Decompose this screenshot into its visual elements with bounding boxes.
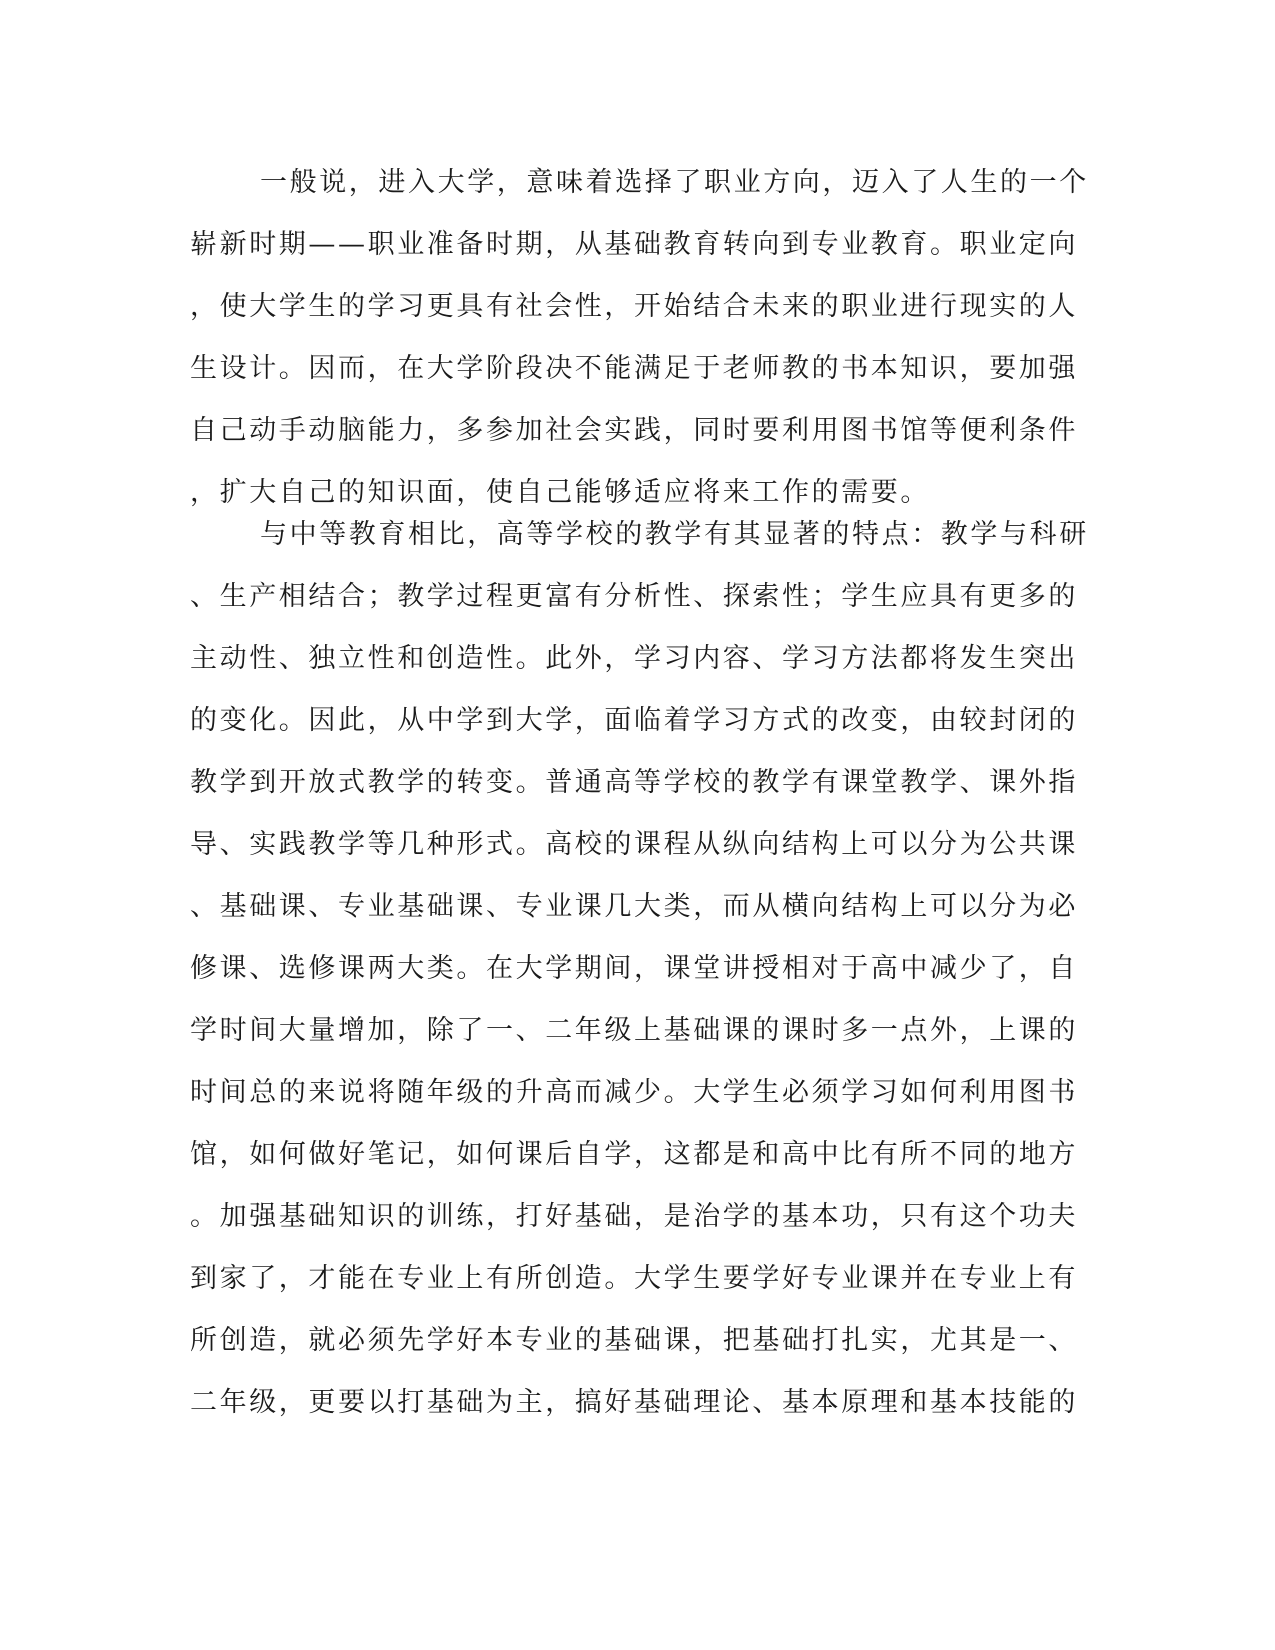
paragraph-line: 、基础课、专业基础课、专业课几大类，而从横向结构上可以分为必 <box>190 891 1078 922</box>
paragraph-line: 学时间大量增加，除了一、二年级上基础课的课时多一点外，上课的 <box>190 1015 1078 1046</box>
paragraph-line: 所创造，就必须先学好本专业的基础课，把基础打扎实，尤其是一、 <box>190 1325 1078 1356</box>
paragraph-2 <box>190 504 1089 1434</box>
paragraph-line: 自己动手动脑能力，多参加社会实践，同时要利用图书馆等便利条件 <box>190 415 1078 446</box>
paragraph-1 <box>190 152 1089 524</box>
paragraph-line: 教学到开放式教学的转变。普通高等学校的教学有课堂教学、课外指 <box>190 767 1078 798</box>
paragraph-line: 、生产相结合；教学过程更富有分析性、探索性；学生应具有更多的 <box>190 581 1078 612</box>
paragraph-line: 二年级，更要以打基础为主，搞好基础理论、基本原理和基本技能的 <box>190 1387 1078 1418</box>
paragraph-line: 一般说，进入大学，意味着选择了职业方向，迈入了人生的一个 <box>260 167 1089 198</box>
paragraph-line: ，使大学生的学习更具有社会性，开始结合未来的职业进行现实的人 <box>190 291 1078 322</box>
paragraph-line: 修课、选修课两大类。在大学期间，课堂讲授相对于高中减少了，自 <box>190 953 1078 984</box>
paragraph-line: 主动性、独立性和创造性。此外，学习内容、学习方法都将发生突出 <box>190 643 1078 674</box>
paragraph-line: ，扩大自己的知识面，使自己能够适应将来工作的需要。 <box>190 477 930 508</box>
paragraph-line: 导、实践教学等几种形式。高校的课程从纵向结构上可以分为公共课 <box>190 829 1078 860</box>
paragraph-line: 馆，如何做好笔记，如何课后自学，这都是和高中比有所不同的地方 <box>190 1139 1078 1170</box>
paragraph-line: 与中等教育相比，高等学校的教学有其显著的特点：教学与科研 <box>260 519 1089 550</box>
paragraph-line: 到家了，才能在专业上有所创造。大学生要学好专业课并在专业上有 <box>190 1263 1078 1294</box>
paragraph-line: 。加强基础知识的训练，打好基础，是治学的基本功，只有这个功夫 <box>190 1201 1078 1232</box>
paragraph-line: 时间总的来说将随年级的升高而减少。大学生必须学习如何利用图书 <box>190 1077 1078 1108</box>
paragraph-line: 的变化。因此，从中学到大学，面临着学习方式的改变，由较封闭的 <box>190 705 1078 736</box>
paragraph-line: 崭新时期——职业准备时期，从基础教育转向到专业教育。职业定向 <box>190 229 1078 260</box>
paragraph-line: 生设计。因而，在大学阶段决不能满足于老师教的书本知识，要加强 <box>190 353 1078 384</box>
